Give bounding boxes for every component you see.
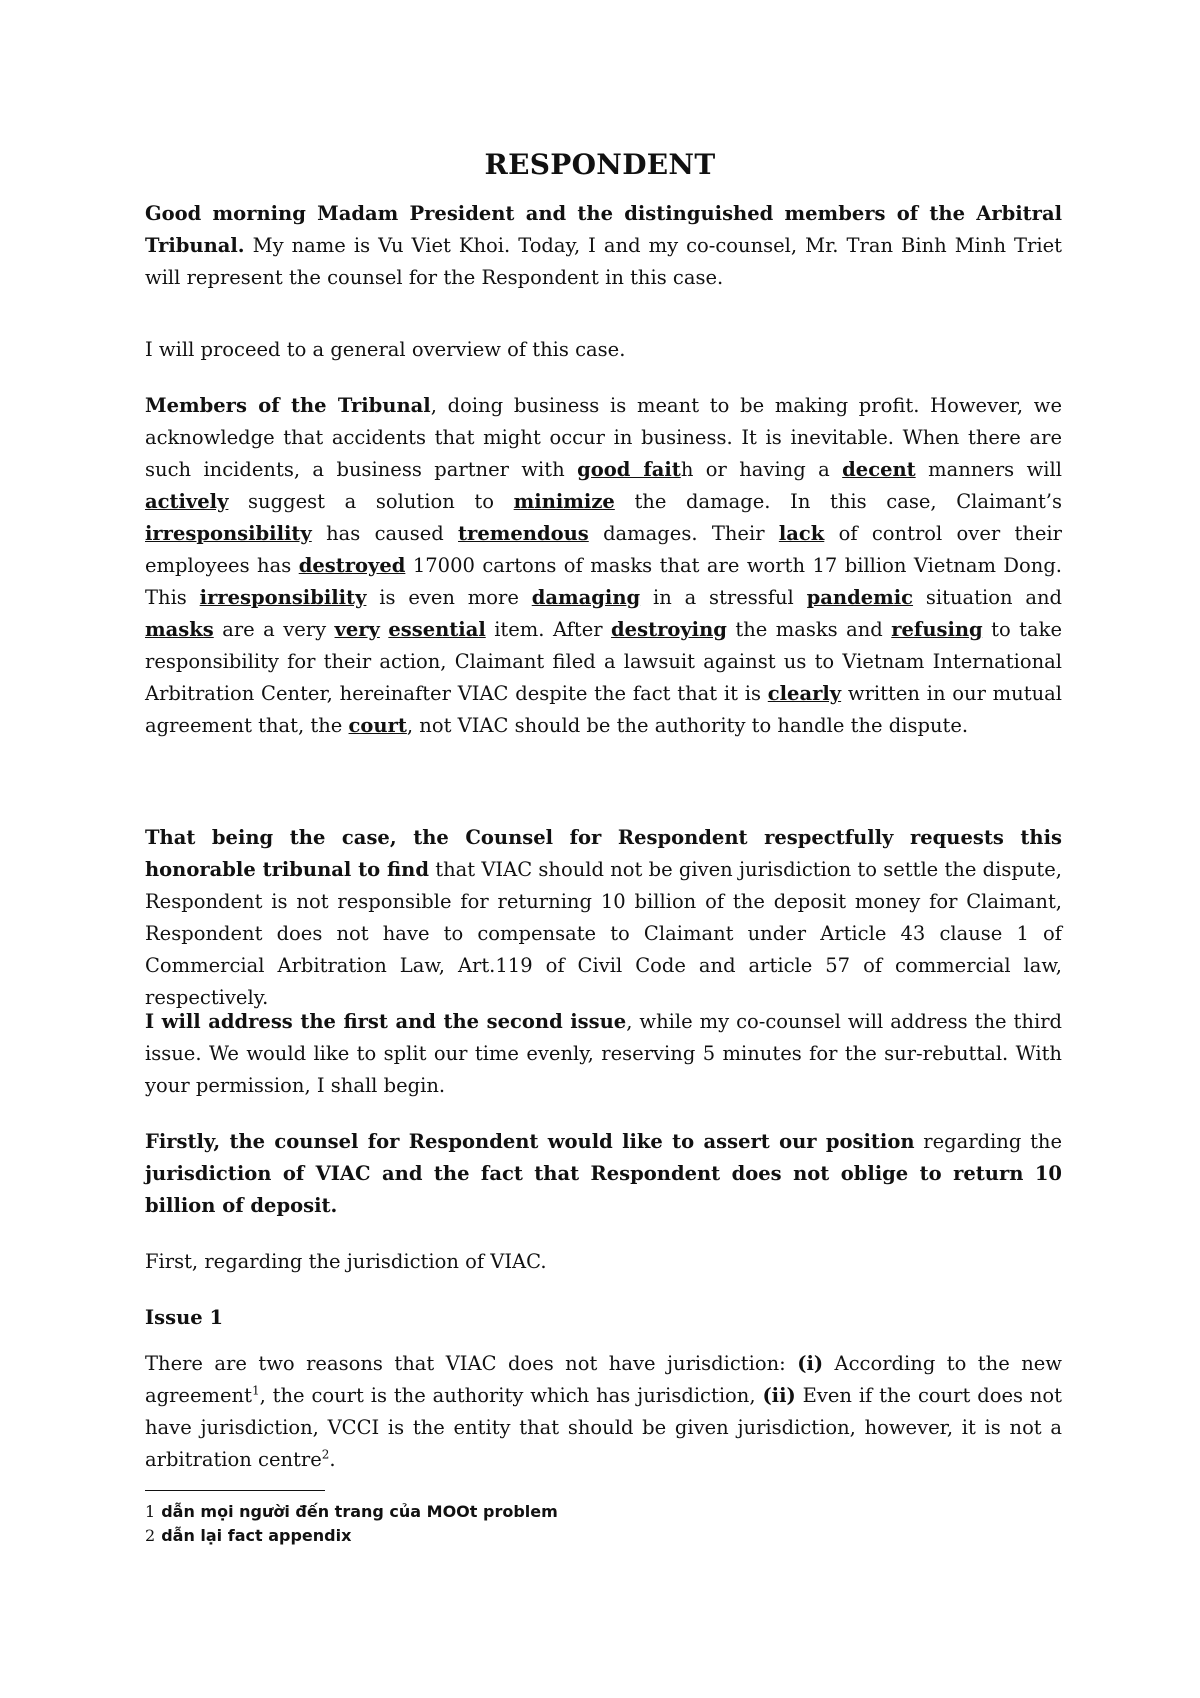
request-text: that VIAC should not be given jurisdiction to settle the dispute, Respondent is not responsible for returning 10 billion of the deposit money for Claimant, Respondent does not have to compensate to Claimant under Article 43 clause 1 of Commercial Arbitration Law, Art.119 of Civil Code and article 57 of commercial law, respectively. xyxy=(145,858,1062,1009)
footnote-2 xyxy=(145,1524,351,1548)
overview-paragraph: I will proceed to a general overview of this case. xyxy=(145,338,626,361)
members-lead: Members of the Tribunal xyxy=(145,394,431,417)
footnote-ref-1[interactable]: 1 xyxy=(251,1383,260,1398)
first-regarding-paragraph: First, regarding the jurisdiction of VIAC. xyxy=(145,1250,547,1273)
emphasis-essential: essential xyxy=(388,618,486,641)
emphasis-good-faith: good fait xyxy=(577,458,681,481)
text-run: damages. Their xyxy=(588,522,779,545)
text-run: . xyxy=(329,1448,336,1471)
text-run: , not VIAC should be the authority to handle the dispute. xyxy=(406,714,969,737)
emphasis-court: court xyxy=(348,714,407,737)
address-text: , while my co-counsel will address the third issue. We would like to split our time evenly, reserving 5 minutes for the sur-rebuttal. With your permission, I shall begin. xyxy=(145,1010,1062,1097)
firstly-topic: jurisdiction of VIAC and the fact that Respondent does not oblige to return 10 billion of deposit. xyxy=(145,1162,1062,1217)
text-run: Even if the court does not have jurisdiction, VCCI is the entity that should be given jurisdiction, however, it is not a arbitration centre xyxy=(145,1384,1062,1471)
emphasis-refusing: refusing xyxy=(891,618,983,641)
emphasis-minimize: minimize xyxy=(513,490,615,513)
footnote-separator xyxy=(145,1490,325,1491)
text-run: is even more xyxy=(366,586,532,609)
text-run: are a very xyxy=(213,618,335,641)
text-run: the damage. In this case, Claimant’s xyxy=(614,490,1062,513)
emphasis-lack: lack xyxy=(778,522,825,545)
text-run: written in our mutual agreement that, the xyxy=(145,682,1062,737)
issue-heading xyxy=(145,1302,1062,1334)
text-run: manners will xyxy=(915,458,1062,481)
footnote-text: dẫn lại fact appendix xyxy=(161,1526,352,1545)
request-paragraph xyxy=(145,822,1062,1014)
issue-heading-text: Issue 1 xyxy=(145,1306,224,1329)
emphasis-irresponsibility: irresponsibility xyxy=(145,522,312,545)
request-lead: That being the case, the Counsel for Respondent respectfully requests this honorable tribunal to find xyxy=(145,826,1062,881)
emphasis-masks: masks xyxy=(145,618,214,641)
intro-text: My name is Vu Viet Khoi. Today, I and my co-counsel, Mr. Tran Binh Minh Triet will represent the counsel for the Respondent in this case. xyxy=(145,234,1062,289)
firstly-paragraph xyxy=(145,1126,1062,1222)
members-paragraph xyxy=(145,390,1062,742)
text-run: , doing business is meant to be making profit. However, we acknowledge that accidents that might occur in business. It is inevitable. When there are such incidents, a business partner with xyxy=(145,394,1063,481)
text-run: the masks and xyxy=(726,618,892,641)
address-paragraph xyxy=(145,1006,1062,1102)
emphasis-tremendous: tremendous xyxy=(458,522,589,545)
reason-marker-ii: (ii) xyxy=(762,1384,796,1407)
text-run: has caused xyxy=(311,522,459,545)
issue-paragraph xyxy=(145,1348,1062,1476)
text-run: of control over their employees has xyxy=(145,522,1062,577)
greeting: Good morning Madam President and the distinguished members of the Arbitral Tribunal. xyxy=(145,202,1062,257)
text-run: regarding the xyxy=(914,1130,1062,1153)
document-title: RESPONDENT xyxy=(484,148,716,181)
text-run: situation and xyxy=(913,586,1062,609)
firstly-lead: Firstly, the counsel for Respondent would like to assert our position xyxy=(145,1130,915,1153)
text-run: 17000 cartons of masks that are worth 17 billion Vietnam Dong. This xyxy=(145,554,1062,609)
footnote-ref-2[interactable]: 2 xyxy=(321,1447,330,1462)
text-run: According to the new agreement xyxy=(145,1352,1062,1407)
footnote-number: 1 xyxy=(145,1502,156,1521)
text-run: in a stressful xyxy=(640,586,807,609)
emphasis-destroyed: destroyed xyxy=(298,554,406,577)
emphasis-very: very xyxy=(334,618,380,641)
text-run: suggest a solution to xyxy=(228,490,514,513)
footnote-number: 2 xyxy=(145,1526,156,1545)
text-run: There are two reasons that VIAC does not have jurisdiction: xyxy=(145,1352,798,1375)
reason-marker-i: (i) xyxy=(797,1352,824,1375)
emphasis-destroying: destroying xyxy=(611,618,727,641)
emphasis-decent: decent xyxy=(842,458,916,481)
text-run: h or having a xyxy=(680,458,843,481)
address-lead: I will address the first and the second issue xyxy=(145,1010,627,1033)
emphasis-clearly: clearly xyxy=(767,682,842,705)
text-run: to take responsibility for their action, Claimant filed a lawsuit against us to Vietnam International Arbitration Center, hereinafter VIAC despite the fact that it is xyxy=(145,618,1062,705)
emphasis-damaging: damaging xyxy=(531,586,641,609)
text-run: item. After xyxy=(485,618,612,641)
emphasis-actively: actively xyxy=(145,490,229,513)
emphasis-pandemic: pandemic xyxy=(806,586,914,609)
text-run: , the court is the authority which has jurisdiction, xyxy=(259,1384,763,1407)
intro-paragraph xyxy=(145,198,1062,294)
footnote-1 xyxy=(145,1500,558,1524)
footnote-text: dẫn mọi người đến trang của MOOt problem xyxy=(161,1502,558,1521)
emphasis-irresponsibility-2: irresponsibility xyxy=(199,586,367,609)
